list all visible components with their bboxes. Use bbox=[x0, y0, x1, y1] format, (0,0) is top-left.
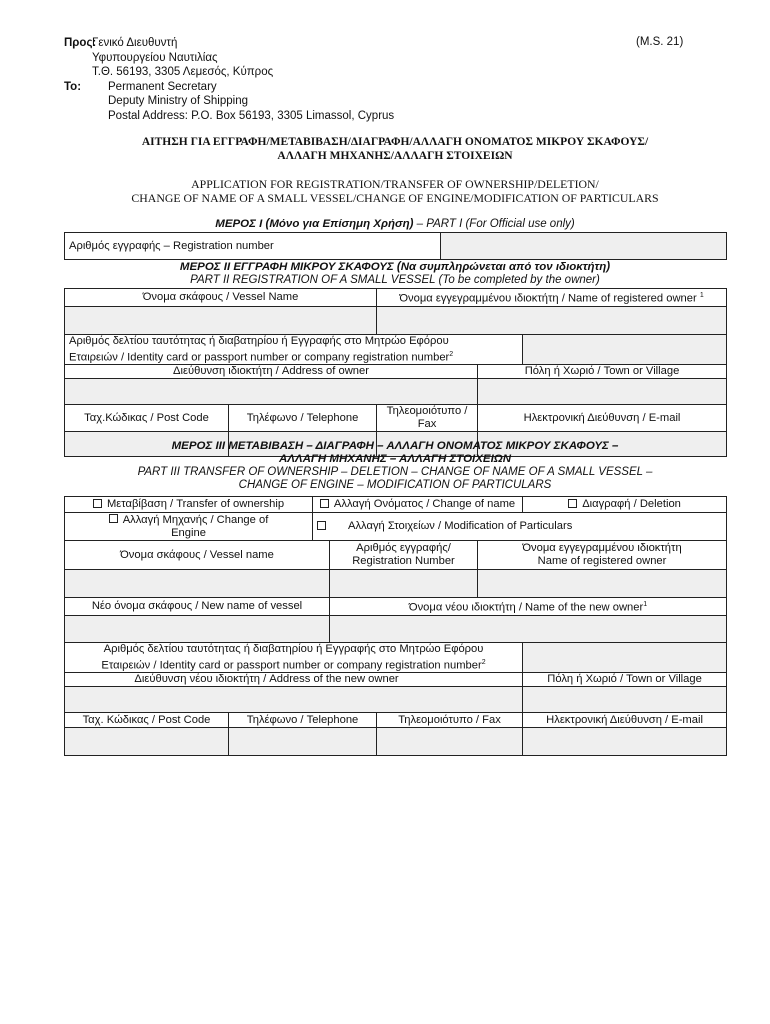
p3-new-owner-label bbox=[330, 598, 727, 616]
p3-reg-no-field[interactable] bbox=[330, 570, 478, 598]
part3-heading-greek2: ΑΛΛΑΓΗ ΜΗΧΑΝΗΣ – ΑΛΛΑΓΗ ΣΤΟΙΧΕΙΩΝ bbox=[278, 453, 512, 465]
p3-postcode-label: Ταχ. Κώδικας / Post Code bbox=[65, 713, 229, 728]
to-greek-line1: Γενικό Διευθυντή bbox=[92, 37, 178, 49]
p3-telephone-label: Τηλέφωνο / Telephone bbox=[229, 713, 377, 728]
to-english-label: To: bbox=[64, 80, 82, 93]
opt-deletion-label: Διαγραφή / Deletion bbox=[582, 498, 681, 510]
title-greek-line1: ΑΙΤΗΣΗ ΓΙΑ ΕΓΓΡΑΦΗ/ΜΕΤΑΒΙΒΑΣΗ/ΔΙΑΓΡΑΦΗ/ΑΛΛΑΓΗ ΟΝΟΜΑΤΟΣ ΜΙΚΡΟΥ ΣΚΑΦΟΥΣ/ bbox=[141, 136, 649, 148]
to-greek-line2: Υφυπουργείου Ναυτιλίας bbox=[92, 51, 218, 64]
p2-vessel-name-field[interactable] bbox=[65, 306, 377, 334]
title-english-line2: CHANGE OF NAME OF A SMALL VESSEL/CHANGE OF ENGINE/MODIFICATION OF PARTICULARS bbox=[131, 191, 659, 205]
opt-engine-line1-wrap bbox=[69, 514, 308, 527]
part3-heading-greek1: ΜΕΡΟΣ ΙΙΙ ΜΕΤΑΒΙΒΑΣΗ – ΔΙΑΓΡΑΦΗ – ΑΛΛΑΓΗ ΟΝΟΜΑΤΟΣ ΜΙΚΡΟΥ ΣΚΑΦΟΥΣ – bbox=[171, 440, 619, 452]
p2-id-label-line2 bbox=[69, 348, 518, 365]
p2-postcode-label: Ταχ.Κώδικας / Post Code bbox=[65, 405, 229, 432]
part2-heading-english: PART II REGISTRATION OF A SMALL VESSEL (To be completed by the owner) bbox=[190, 274, 600, 286]
p3-fax-field[interactable] bbox=[377, 728, 523, 756]
p2-fax-label: Τηλεομοιότυπο / Fax bbox=[377, 405, 478, 432]
p2-email-label: Ηλεκτρονική Διεύθυνση / E-mail bbox=[478, 405, 727, 432]
opt-engine-line2: Engine bbox=[171, 526, 206, 539]
to-english-line3: Postal Address: P.O. Box 56193, 3305 Limassol, Cyprus bbox=[108, 109, 395, 122]
p3-id-label-line2 bbox=[69, 656, 518, 673]
p3-town-label: Πόλη ή Χωριό / Town or Village bbox=[523, 673, 727, 687]
p2-vessel-name-label: Όνομα σκάφους / Vessel Name bbox=[65, 289, 377, 307]
checkbox-engine[interactable] bbox=[109, 514, 118, 523]
reg-number-label: Αριθμός εγγραφής – Registration number bbox=[65, 233, 441, 260]
form-code: (M.S. 21) bbox=[636, 36, 684, 48]
checkbox-particulars[interactable] bbox=[317, 521, 326, 530]
reg-number-field[interactable] bbox=[441, 233, 727, 260]
p2-town-label: Πόλη ή Χωριό / Town or Village bbox=[478, 365, 727, 379]
p2-id-sup: 2 bbox=[449, 350, 454, 358]
p2-address-label: Διεύθυνση ιδιοκτήτη / Address of owner bbox=[65, 365, 478, 379]
p3-id-field[interactable] bbox=[523, 642, 727, 673]
p3-reg-no-line1: Αριθμός εγγραφής/ bbox=[356, 542, 451, 554]
p2-owner-name-label bbox=[377, 289, 727, 307]
title-greek bbox=[64, 135, 726, 163]
p3-owner-field[interactable] bbox=[478, 570, 727, 598]
p3-fax-label: Τηλεομοιότυπο / Fax bbox=[377, 713, 523, 728]
opt-particulars[interactable] bbox=[313, 513, 727, 541]
p3-town-field[interactable] bbox=[523, 687, 727, 713]
p3-email-label: Ηλεκτρονική Διεύθυνση / E-mail bbox=[523, 713, 727, 728]
p3-new-vessel-name-label: Νέο όνομα σκάφους / New name of vessel bbox=[65, 598, 330, 616]
p3-new-owner-field[interactable] bbox=[330, 615, 727, 642]
p3-postcode-field[interactable] bbox=[65, 728, 229, 756]
p2-town-field[interactable] bbox=[478, 379, 727, 405]
p3-owner-label bbox=[478, 541, 727, 570]
to-greek-line3: Τ.Θ. 56193, 3305 Λεμεσός, Κύπρος bbox=[92, 66, 274, 79]
opt-change-name[interactable] bbox=[313, 497, 523, 513]
part3-heading bbox=[64, 440, 726, 492]
opt-change-name-label: Αλλαγή Ονόματος / Change of name bbox=[333, 498, 516, 510]
p3-telephone-field[interactable] bbox=[229, 728, 377, 756]
part2-heading bbox=[64, 261, 726, 287]
p3-new-address-field[interactable] bbox=[65, 687, 523, 713]
title-greek-line2: ΑΛΛΑΓΗ ΜΗΧΑΝΗΣ/ΑΛΛΑΓΗ ΣΤΟΙΧΕΙΩΝ bbox=[277, 150, 513, 162]
opt-engine-line1: Αλλαγή Μηχανής / Change of bbox=[122, 513, 269, 526]
p2-owner-name-text: Όνομα εγγεγραμμένου ιδιοκτήτη / Name of registered owner bbox=[399, 292, 697, 305]
opt-transfer[interactable] bbox=[65, 497, 313, 513]
title-english-line1: APPLICATION FOR REGISTRATION/TRANSFER OF OWNERSHIP/DELETION/ bbox=[191, 177, 599, 191]
p2-address-field[interactable] bbox=[65, 379, 478, 405]
to-greek-label: Προς: bbox=[64, 37, 97, 49]
opt-transfer-label: Μεταβίβαση / Transfer of ownership bbox=[106, 498, 285, 510]
part3-table bbox=[64, 496, 727, 756]
part1-heading-english: PART I (For Official use only) bbox=[426, 218, 575, 230]
part2-heading-greek: ΜΕΡΟΣ ΙΙ ΕΓΓΡΑΦΗ ΜΙΚΡΟΥ ΣΚΑΦΟΥΣ (Να συμπληρώνεται από τον ιδιοκτήτη) bbox=[179, 261, 611, 273]
p2-owner-name-sup: 1 bbox=[699, 292, 704, 299]
checkbox-change-name[interactable] bbox=[320, 499, 329, 508]
p3-owner-line1: Όνομα εγγεγραμμένου ιδιοκτήτη bbox=[522, 542, 682, 554]
checkbox-deletion[interactable] bbox=[568, 499, 577, 508]
p3-reg-no-line2: Registration Number bbox=[352, 555, 455, 567]
p3-id-label-line2-text: Εταιρειών / Identity card or passport number or company registration number bbox=[101, 659, 482, 672]
part2-table bbox=[64, 288, 727, 457]
p3-new-vessel-name-field[interactable] bbox=[65, 615, 330, 642]
part3-heading-english2: CHANGE OF ENGINE – MODIFICATION OF PARTICULARS bbox=[238, 479, 552, 491]
p3-new-owner-text: Όνομα νέου ιδιοκτήτη / Name of the new owner bbox=[408, 601, 644, 614]
opt-deletion[interactable] bbox=[523, 497, 727, 513]
part1-table bbox=[64, 232, 727, 260]
p3-id-label-line1: Αριθμός δελτίου ταυτότητας ή διαβατηρίου ή Εγγραφής στο Μητρώο Εφόρου bbox=[103, 642, 484, 655]
addressee-block bbox=[64, 36, 704, 124]
title-english bbox=[64, 177, 726, 205]
to-english-line2: Deputy Ministry of Shipping bbox=[108, 95, 248, 108]
p3-new-owner-sup: 1 bbox=[643, 601, 648, 608]
opt-particulars-label: Αλλαγή Στοιχείων / Modification of Particulars bbox=[348, 520, 573, 532]
to-english-line1: Permanent Secretary bbox=[108, 80, 217, 93]
p3-vessel-name-field[interactable] bbox=[65, 570, 330, 598]
part1-heading-greek: ΜΕΡΟΣ Ι (Μόνο για Επίσημη Χρήση) bbox=[215, 218, 414, 230]
p3-reg-no-label bbox=[330, 541, 478, 570]
p3-vessel-name-label: Όνομα σκάφους / Vessel name bbox=[65, 541, 330, 570]
p2-owner-name-field[interactable] bbox=[377, 306, 727, 334]
part1-heading bbox=[64, 218, 726, 230]
p2-id-field[interactable] bbox=[523, 334, 727, 365]
p2-id-label bbox=[65, 334, 523, 365]
p2-id-label-line2-text: Εταιρειών / Identity card or passport number or company registration number bbox=[69, 351, 450, 364]
p3-new-address-label: Διεύθυνση νέου ιδιοκτήτη / Address of the new owner bbox=[65, 673, 523, 687]
p3-id-label bbox=[65, 642, 523, 673]
part1-heading-sep: – bbox=[413, 218, 427, 230]
checkbox-transfer[interactable] bbox=[93, 499, 102, 508]
p2-id-label-line1: Αριθμός δελτίου ταυτότητας ή διαβατηρίου ή Εγγραφής στο Μητρώο Εφόρου bbox=[69, 334, 449, 347]
p2-telephone-label: Τηλέφωνο / Telephone bbox=[229, 405, 377, 432]
part3-heading-english1: PART III TRANSFER OF OWNERSHIP – DELETION – CHANGE OF NAME OF A SMALL VESSEL – bbox=[137, 466, 653, 478]
p3-id-sup: 2 bbox=[481, 658, 486, 666]
opt-engine[interactable] bbox=[65, 513, 313, 541]
p3-owner-line2: Name of registered owner bbox=[537, 555, 667, 567]
p3-email-field[interactable] bbox=[523, 728, 727, 756]
